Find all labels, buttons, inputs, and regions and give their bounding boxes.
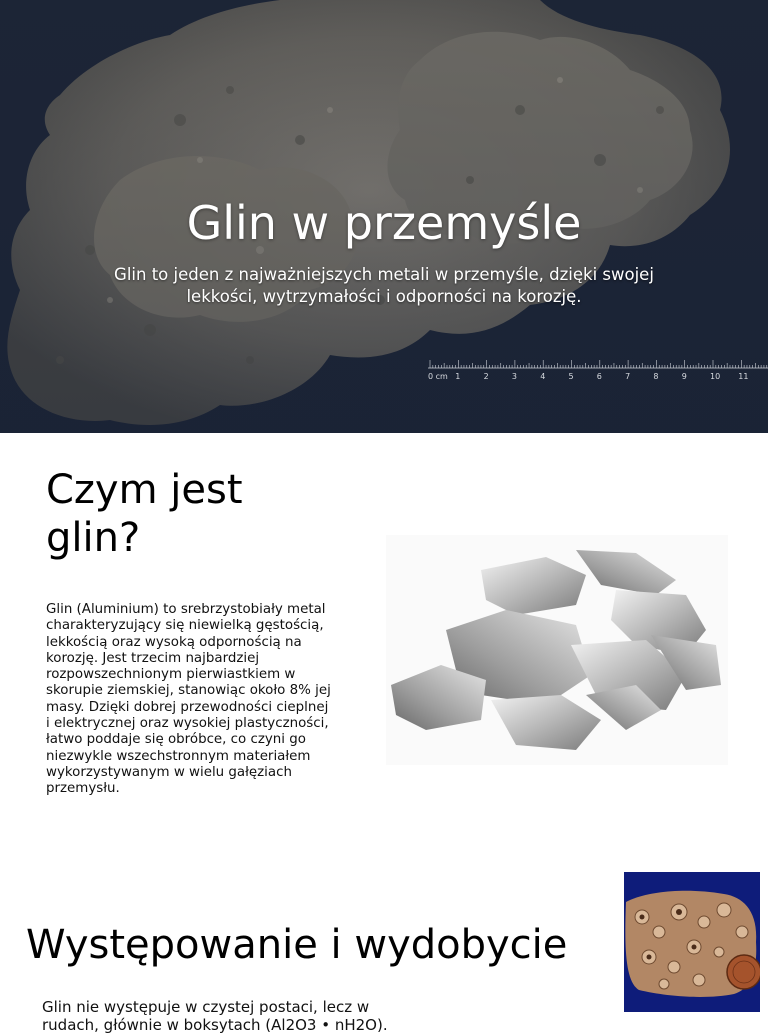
hero-section bbox=[0, 0, 768, 433]
ruler-label: 1 bbox=[455, 372, 461, 381]
hero-subtitle: Glin to jeden z najważniejszych metali w przemyśle, dzięki swojej lekkości, wytrzymałości i odporności na korozję. bbox=[114, 265, 654, 306]
section-body-occurrence: Glin nie występuje w czystej postaci, lecz w rudach, głównie w boksytach (Al2O3 • nH2O). bbox=[42, 998, 388, 1034]
ruler-label: 8 bbox=[653, 372, 659, 381]
section-body-what-is-aluminium: Glin (Aluminium) to srebrzystobiały metal charakteryzujący się niewielką gęstością, lekkością oraz wysoką odpornością na korozję. Jest trzecim najbardziej rozpowszechnionym pierwiastkiem w skorupie ziemskiej, stanowiąc około 8% jej masy. Dzięki dobrej przewodności cieplnej i elektrycznej oraz wysokiej plastyczności, łatwo poddaje się obróbce, co czyni go niezwykle wszechstronnym materiałem wykorzystywanym w wielu gałęziach przemysłu. bbox=[46, 602, 331, 797]
page-title: Glin w przemyśle bbox=[186, 196, 582, 250]
section-title-what-is-aluminium: Czym jest glin? bbox=[46, 467, 243, 561]
ruler-label: 10 bbox=[710, 372, 721, 381]
ruler-label: 11 bbox=[738, 372, 749, 381]
ruler-label: 7 bbox=[625, 372, 631, 381]
ruler-label: 9 bbox=[681, 372, 687, 381]
aluminium-chunks-image bbox=[386, 535, 728, 765]
ruler-label: 6 bbox=[596, 372, 602, 381]
section-title-occurrence: Występowanie i wydobycie bbox=[26, 922, 568, 968]
ruler-label: 4 bbox=[540, 372, 546, 381]
ruler-label: 3 bbox=[511, 372, 517, 381]
ruler-labels bbox=[0, 372, 768, 388]
bauxite-ore-photo bbox=[624, 872, 760, 1012]
ruler-label: 0 cm bbox=[428, 372, 448, 381]
ruler-label: 2 bbox=[483, 372, 489, 381]
ruler-label: 5 bbox=[568, 372, 574, 381]
